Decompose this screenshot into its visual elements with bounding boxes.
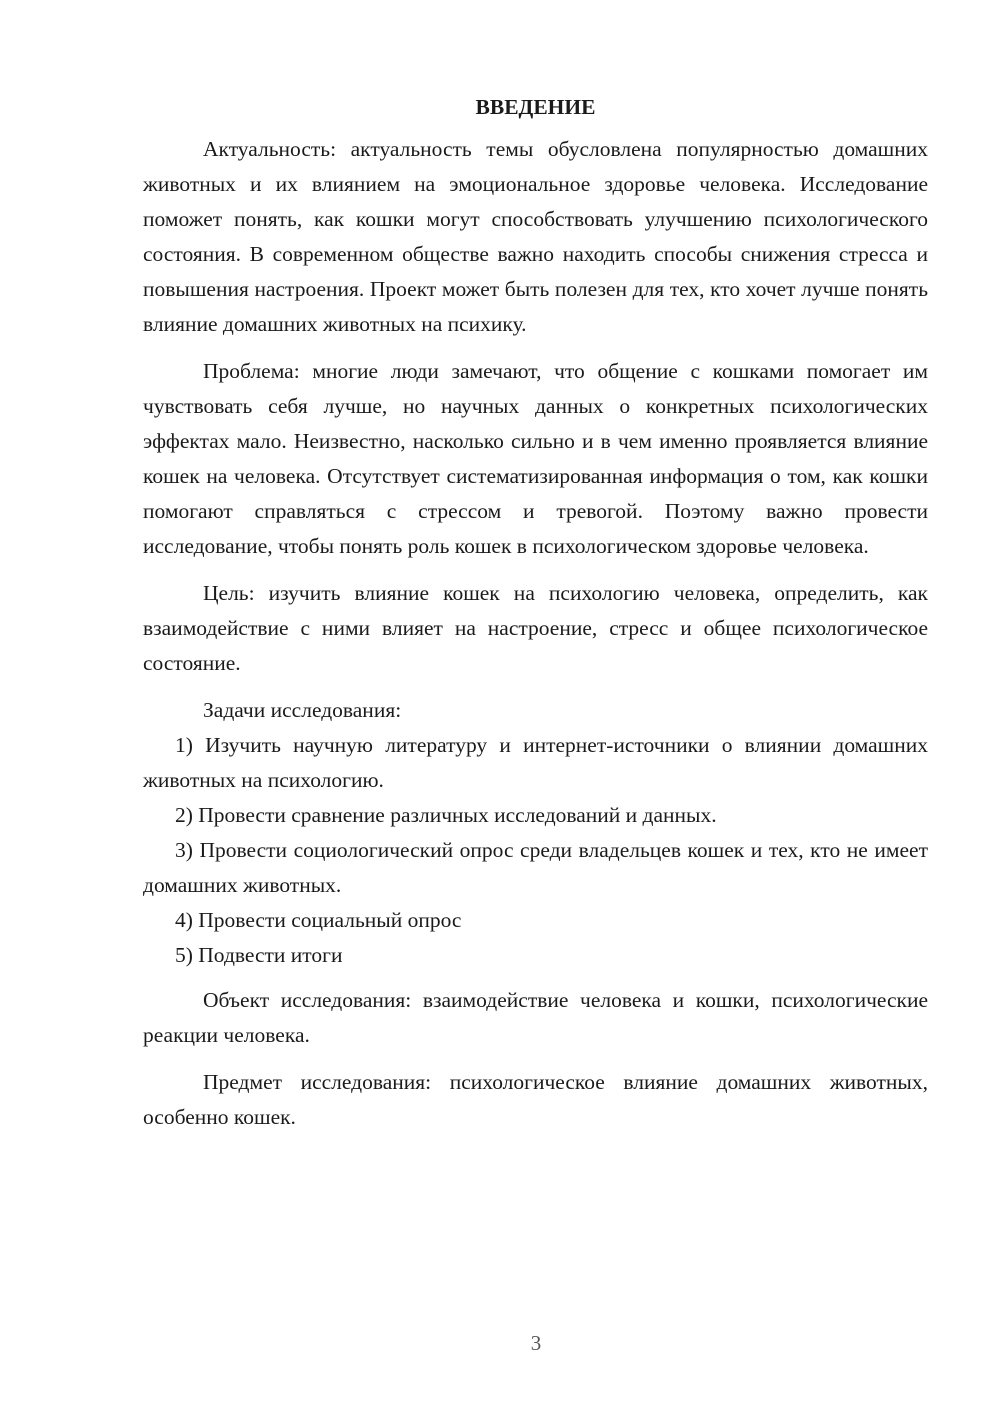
problem-paragraph: Проблема: многие люди замечают, что общение с кошками помогает им чувствовать себя лучше, но научных данных о конкретных психологических эффектах мало. Неизвестно, насколько сильно и в чем именно проявляется влияние кошек на человека. Отсутствует систематизированная информация о том, как кошки помогают справляться с стрессом и тревогой. Поэтому важно провести исследование, чтобы понять роль кошек в психологическом здоровье человека. [143, 359, 928, 558]
document-page [143, 90, 928, 1135]
task-item-4: 4) Провести социальный опрос [175, 908, 462, 932]
object-paragraph: Объект исследования: взаимодействие человека и кошки, психологические реакции человека. [143, 988, 928, 1047]
relevance-paragraph: Актуальность: актуальность темы обусловлена популярностью домашних животных и их влиянием на эмоциональное здоровье человека. Исследование поможет понять, как кошки могут способствовать улучшению психологического состояния. В современном обществе важно находить способы снижения стресса и повышения настроения. Проект может быть полезен для тех, кто хочет лучше понять влияние домашних животных на психику. [143, 137, 928, 336]
task-item-5: 5) Подвести итоги [175, 943, 343, 967]
subject-paragraph: Предмет исследования: психологическое влияние домашних животных, особенно кошек. [143, 1070, 928, 1129]
task-item-3: 3) Провести социологический опрос среди владельцев кошек и тех, кто не имеет домашних животных. [143, 838, 928, 897]
goal-paragraph: Цель: изучить влияние кошек на психологию человека, определить, как взаимодействие с ними влияет на настроение, стресс и общее психологическое состояние. [143, 581, 928, 675]
page-number: 3 [530, 1331, 542, 1355]
task-item-1: 1) Изучить научную литературу и интернет-источники о влиянии домашних животных на психологию. [143, 733, 928, 792]
page-title: ВВЕДЕНИЕ [475, 95, 596, 119]
tasks-heading: Задачи исследования: [203, 698, 402, 722]
task-item-2: 2) Провести сравнение различных исследований и данных. [175, 803, 717, 827]
